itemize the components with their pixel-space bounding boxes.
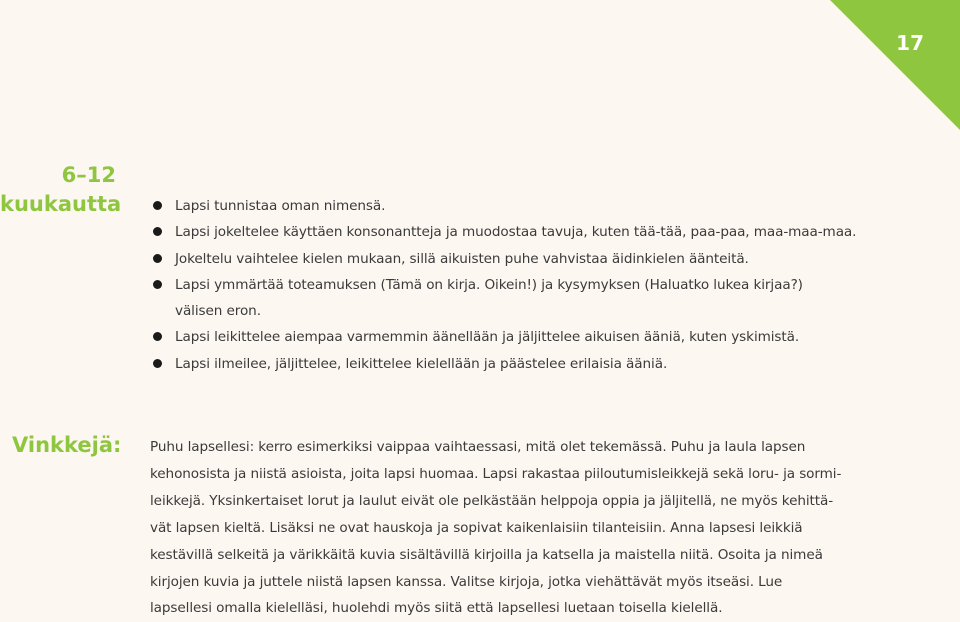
- milestone-text: Lapsi ilmeilee, jäljittelee, leikittelee kielellään ja päästelee erilaisia ääniä.: [175, 355, 668, 372]
- tips-line: kehonosista ja niistä asioista, joita lapsi huomaa. Lapsi rakastaa piiloutumisleikkejä sekä loru- ja sormi-: [150, 465, 842, 482]
- page-number: 17: [896, 31, 924, 55]
- milestone-item: [152, 324, 942, 350]
- tips-line: kestävillä selkeitä ja värikkäitä kuvia sisältävillä kirjoilla ja katsella ja maistella niitä. Osoita ja nimeä: [150, 546, 823, 563]
- bullet-icon: [153, 227, 162, 236]
- tips-heading: Vinkkejä:: [12, 433, 122, 457]
- tips-line: leikkejä. Yksinkertaiset lorut ja laulut eivät ole pelkästään helppoja oppia ja jäljitellä, ne myös kehittä-: [150, 492, 834, 509]
- milestone-item: [152, 272, 942, 325]
- milestone-list: [152, 193, 942, 377]
- milestone-item: [152, 219, 942, 245]
- milestone-item: [152, 193, 942, 219]
- milestone-text: Lapsi tunnistaa oman nimensä.: [175, 198, 386, 214]
- page-corner-triangle: [830, 0, 960, 130]
- bullet-icon: [153, 254, 162, 263]
- bullet-icon: [153, 332, 162, 341]
- age-range-heading: 6–12: [61, 163, 116, 187]
- bullet-icon: [153, 201, 162, 210]
- milestone-text: Lapsi leikittelee aiempaa varmemmin äänellään ja jäljittelee aikuisen ääniä, kuten yskimistä.: [175, 329, 800, 346]
- milestone-text-continued: välisen eron.: [175, 303, 261, 320]
- bullet-icon: [153, 359, 162, 368]
- tips-line: Puhu lapsellesi: kerro esimerkiksi vaippaa vaihtaessasi, mitä olet tekemässä. Puhu ja laula lapsen: [150, 439, 806, 455]
- bullet-icon: [153, 280, 162, 289]
- milestone-text: Lapsi jokeltelee käyttäen konsonantteja ja muodostaa tavuja, kuten tää-tää, paa-paa, maa-maa-maa.: [175, 224, 857, 241]
- milestone-text: Jokeltelu vaihtelee kielen mukaan, sillä aikuisten puhe vahvistaa äidinkielen äänteitä.: [175, 250, 749, 267]
- age-unit-heading: kuukautta: [0, 192, 122, 216]
- milestone-text: Lapsi ymmärtää toteamuksen (Tämä on kirja. Oikein!) ja kysymyksen (Haluatko lukea kirjaa?): [175, 276, 803, 293]
- tips-line: vät lapsen kieltä. Lisäksi ne ovat hauskoja ja sopivat kaikenlaisiin tilanteisiin. Anna lapsesi leikkiä: [150, 519, 803, 536]
- tips-paragraph: [150, 434, 930, 622]
- milestone-item: [152, 246, 942, 272]
- milestone-item: [152, 351, 942, 377]
- tips-line: lapsellesi omalla kielelläsi, huolehdi myös siitä että lapsellesi luetaan toisella kielellä.: [150, 600, 723, 617]
- tips-line: kirjojen kuvia ja juttele niistä lapsen kanssa. Valitse kirjoja, jotka viehättävät myös itseäsi. Lue: [150, 573, 783, 590]
